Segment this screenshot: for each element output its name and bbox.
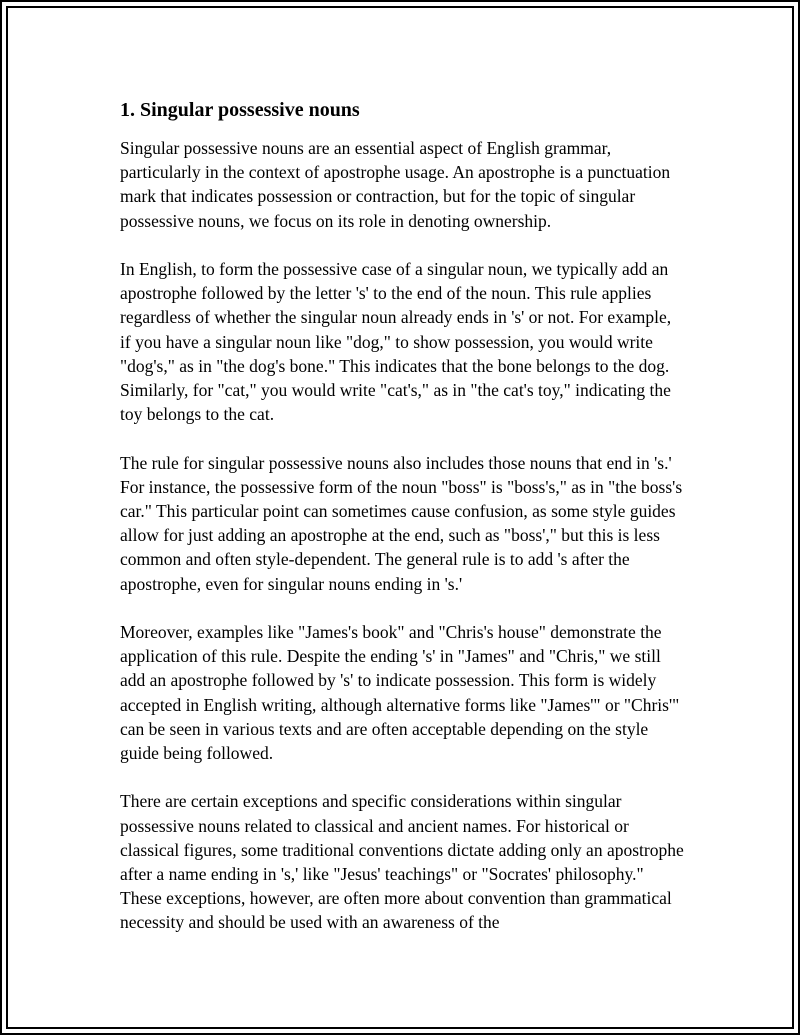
paragraph-5: There are certain exceptions and specific considerations within singular possessive nouns related to classical and ancient names. For historical or classical figures, some traditional conventions dictate adding only an apostrophe after a name ending in 's,' like "Jesus' teachings" or "Socrates' philosophy." These exceptions, however, are often more about convention than grammatical necessity and should be used with an awareness of the xyxy=(120,791,684,933)
paragraph-2: In English, to form the possessive case of a singular noun, we typically add an apostrophe followed by the letter 's' to the end of the noun. This rule applies regardless of whether the singular noun already ends in 's' or not. For example, if you have a singular noun like "dog," to show possession, you would write "dog's," as in "the dog's bone." This indicates that the bone belongs to the dog. Similarly, for "cat," you would write "cat's," as in "the cat's toy," indicating the toy belongs to the cat. xyxy=(120,259,672,425)
paragraph-1: Singular possessive nouns are an essential aspect of English grammar, particularly in the context of apostrophe usage. An apostrophe is a punctuation mark that indicates possession or contraction, but for the topic of singular possessive nouns, we focus on its role in denoting ownership. xyxy=(120,138,671,231)
section-heading: 1. Singular possessive nouns xyxy=(120,99,360,121)
document-content xyxy=(120,98,686,959)
paragraph-3: The rule for singular possessive nouns also includes those nouns that end in 's.' For instance, the possessive form of the noun "boss" is "boss's," as in "the boss's car." This particular point can sometimes cause confusion, as some style guides allow for just adding an apostrophe at the end, such as "boss'," but this is less common and often style-dependent. The general rule is to add 's after the apostrophe, even for singular nouns ending in 's.' xyxy=(120,452,683,594)
paragraph-4: Moreover, examples like "James's book" and "Chris's house" demonstrate the application of this rule. Despite the ending 's' in "James" and "Chris," we still add an apostrophe followed by 's' to indicate possession. This form is widely accepted in English writing, although alternative forms like "James'" or "Chris'" can be seen in various texts and are often acceptable depending on the style guide being followed. xyxy=(120,622,680,764)
